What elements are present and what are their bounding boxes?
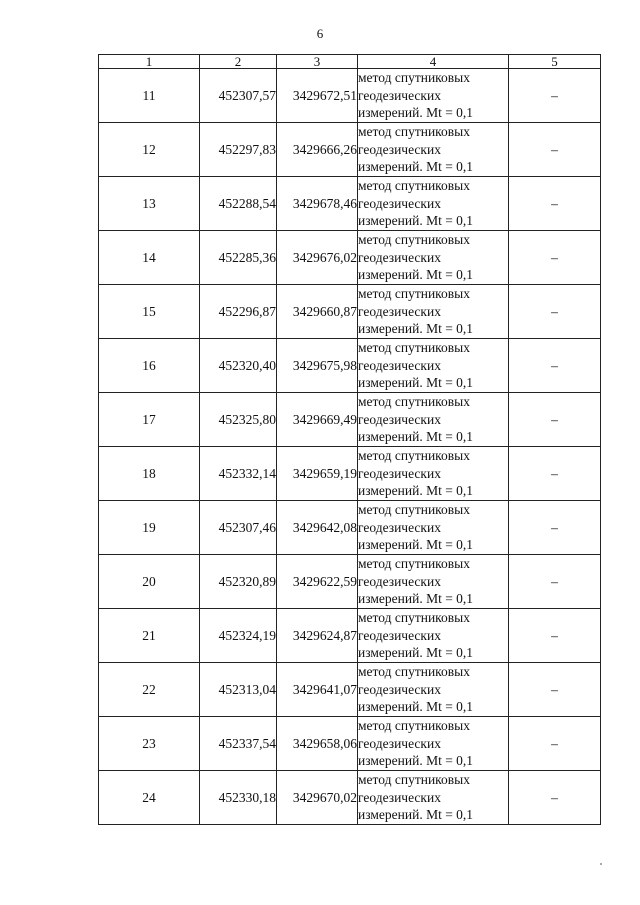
method-line: геодезических [358, 87, 441, 103]
x-coordinate-cell: 452288,54 [200, 177, 277, 231]
point-number-cell: 23 [99, 717, 200, 771]
x-coordinate-cell: 452307,57 [200, 69, 277, 123]
method-line: измерений. Mt = 0,1 [358, 591, 474, 607]
method-line: измерений. Mt = 0,1 [358, 159, 474, 175]
method-cell [358, 717, 509, 771]
method-cell [358, 393, 509, 447]
table-row [99, 663, 601, 717]
note-cell: – [509, 717, 601, 771]
column-header-3: 3 [277, 55, 358, 69]
method-line: измерений. Mt = 0,1 [358, 483, 474, 499]
x-coordinate-cell: 452330,18 [200, 771, 277, 825]
method-line: геодезических [358, 573, 441, 589]
method-line: геодезических [358, 465, 441, 481]
method-line: геодезических [358, 195, 441, 211]
method-line: измерений. Mt = 0,1 [358, 105, 474, 121]
note-cell: – [509, 663, 601, 717]
point-number-cell: 18 [99, 447, 200, 501]
y-coordinate-cell: 3429642,08 [277, 501, 358, 555]
method-line: измерений. Mt = 0,1 [358, 429, 474, 445]
method-line: измерений. Mt = 0,1 [358, 537, 474, 553]
point-number-cell: 21 [99, 609, 200, 663]
y-coordinate-cell: 3429624,87 [277, 609, 358, 663]
point-number-cell: 20 [99, 555, 200, 609]
table-row [99, 285, 601, 339]
column-header-4: 4 [358, 55, 509, 69]
note-cell: – [509, 231, 601, 285]
method-line: геодезических [358, 789, 441, 805]
point-number-cell: 16 [99, 339, 200, 393]
y-coordinate-cell: 3429658,06 [277, 717, 358, 771]
method-cell [358, 555, 509, 609]
method-line: метод спутниковых [358, 502, 470, 518]
point-number-cell: 15 [99, 285, 200, 339]
y-coordinate-cell: 3429678,46 [277, 177, 358, 231]
table-row [99, 177, 601, 231]
x-coordinate-cell: 452337,54 [200, 717, 277, 771]
table-row [99, 339, 601, 393]
method-line: метод спутниковых [358, 772, 470, 788]
table-row [99, 393, 601, 447]
x-coordinate-cell: 452324,19 [200, 609, 277, 663]
point-number-cell: 22 [99, 663, 200, 717]
point-number-cell: 14 [99, 231, 200, 285]
method-line: геодезических [358, 141, 441, 157]
x-coordinate-cell: 452296,87 [200, 285, 277, 339]
method-cell [358, 447, 509, 501]
method-line: метод спутниковых [358, 556, 470, 572]
point-number-cell: 17 [99, 393, 200, 447]
y-coordinate-cell: 3429672,51 [277, 69, 358, 123]
method-line: метод спутниковых [358, 124, 470, 140]
table-row [99, 609, 601, 663]
point-number-cell: 12 [99, 123, 200, 177]
note-cell: – [509, 609, 601, 663]
y-coordinate-cell: 3429666,26 [277, 123, 358, 177]
method-line: метод спутниковых [358, 664, 470, 680]
scan-speck [600, 863, 602, 865]
method-line: измерений. Mt = 0,1 [358, 753, 474, 769]
method-line: измерений. Mt = 0,1 [358, 213, 474, 229]
point-number-cell: 13 [99, 177, 200, 231]
method-line: геодезических [358, 735, 441, 751]
x-coordinate-cell: 452313,04 [200, 663, 277, 717]
method-line: измерений. Mt = 0,1 [358, 645, 474, 661]
table-row [99, 771, 601, 825]
method-line: метод спутниковых [358, 610, 470, 626]
table-header-row [99, 55, 601, 69]
x-coordinate-cell: 452285,36 [200, 231, 277, 285]
table-row [99, 501, 601, 555]
y-coordinate-cell: 3429675,98 [277, 339, 358, 393]
y-coordinate-cell: 3429676,02 [277, 231, 358, 285]
y-coordinate-cell: 3429670,02 [277, 771, 358, 825]
method-line: измерений. Mt = 0,1 [358, 267, 474, 283]
note-cell: – [509, 339, 601, 393]
x-coordinate-cell: 452320,40 [200, 339, 277, 393]
note-cell: – [509, 393, 601, 447]
method-line: измерений. Mt = 0,1 [358, 699, 474, 715]
x-coordinate-cell: 452332,14 [200, 447, 277, 501]
table-row [99, 231, 601, 285]
point-number-cell: 24 [99, 771, 200, 825]
method-cell [358, 609, 509, 663]
method-cell [358, 177, 509, 231]
method-line: метод спутниковых [358, 232, 470, 248]
method-line: геодезических [358, 303, 441, 319]
x-coordinate-cell: 452320,89 [200, 555, 277, 609]
method-line: геодезических [358, 627, 441, 643]
method-line: метод спутниковых [358, 340, 470, 356]
method-cell [358, 285, 509, 339]
method-cell [358, 69, 509, 123]
table-row [99, 555, 601, 609]
note-cell: – [509, 177, 601, 231]
note-cell: – [509, 447, 601, 501]
point-number-cell: 19 [99, 501, 200, 555]
y-coordinate-cell: 3429641,07 [277, 663, 358, 717]
table-row [99, 69, 601, 123]
table-row [99, 123, 601, 177]
method-line: измерений. Mt = 0,1 [358, 321, 474, 337]
method-line: геодезических [358, 681, 441, 697]
method-line: геодезических [358, 249, 441, 265]
method-line: геодезических [358, 357, 441, 373]
y-coordinate-cell: 3429659,19 [277, 447, 358, 501]
y-coordinate-cell: 3429669,49 [277, 393, 358, 447]
table-row [99, 717, 601, 771]
method-line: метод спутниковых [358, 718, 470, 734]
x-coordinate-cell: 452307,46 [200, 501, 277, 555]
note-cell: – [509, 123, 601, 177]
method-line: геодезических [358, 519, 441, 535]
method-line: метод спутниковых [358, 448, 470, 464]
method-line: метод спутниковых [358, 70, 470, 86]
point-number-cell: 11 [99, 69, 200, 123]
method-cell [358, 663, 509, 717]
y-coordinate-cell: 3429622,59 [277, 555, 358, 609]
method-line: измерений. Mt = 0,1 [358, 807, 474, 823]
page-number: 6 [316, 26, 324, 41]
method-line: метод спутниковых [358, 394, 470, 410]
table-row [99, 447, 601, 501]
method-cell [358, 123, 509, 177]
method-cell [358, 231, 509, 285]
method-cell [358, 501, 509, 555]
method-line: метод спутниковых [358, 178, 470, 194]
x-coordinate-cell: 452297,83 [200, 123, 277, 177]
method-line: метод спутниковых [358, 286, 470, 302]
y-coordinate-cell: 3429660,87 [277, 285, 358, 339]
note-cell: – [509, 555, 601, 609]
method-cell [358, 771, 509, 825]
column-header-1: 1 [99, 55, 200, 69]
note-cell: – [509, 285, 601, 339]
method-line: измерений. Mt = 0,1 [358, 375, 474, 391]
note-cell: – [509, 69, 601, 123]
note-cell: – [509, 771, 601, 825]
x-coordinate-cell: 452325,80 [200, 393, 277, 447]
method-cell [358, 339, 509, 393]
note-cell: – [509, 501, 601, 555]
method-line: геодезических [358, 411, 441, 427]
column-header-2: 2 [200, 55, 277, 69]
coordinates-table [98, 54, 601, 825]
column-header-5: 5 [509, 55, 601, 69]
